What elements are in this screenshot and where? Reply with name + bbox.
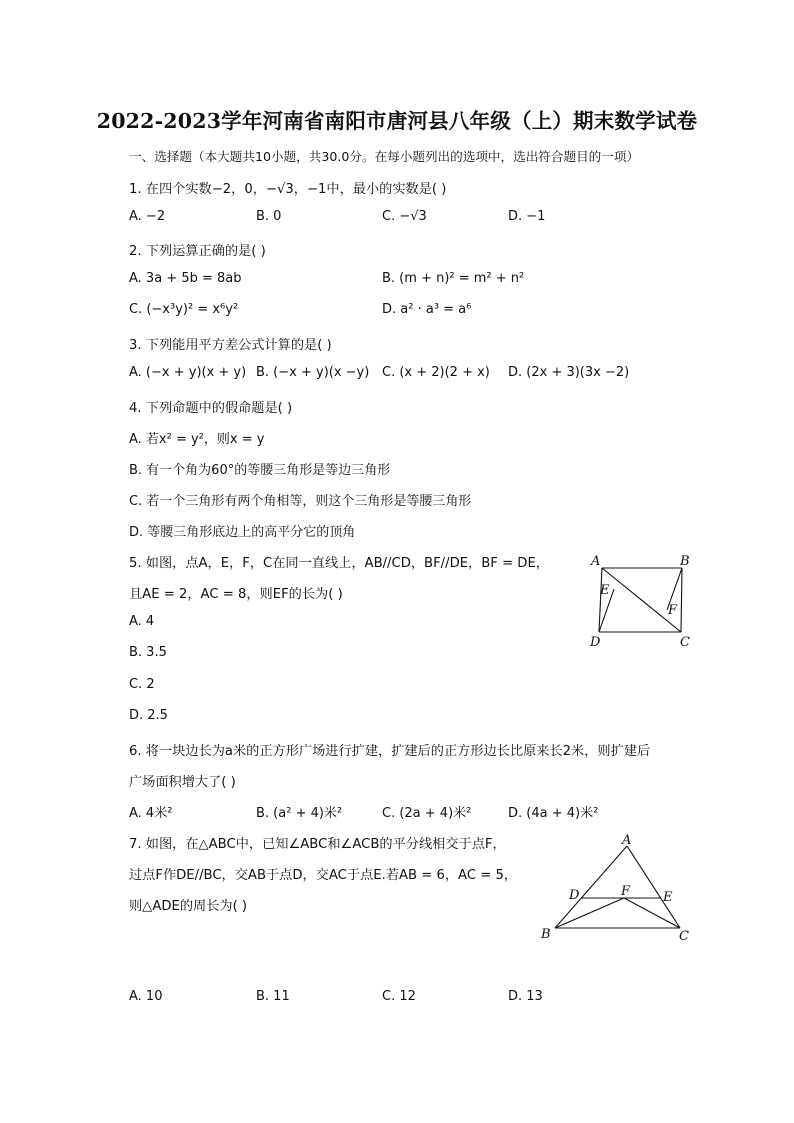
- q2-option-a: A. 3a + 5b = 8ab: [129, 271, 242, 286]
- q3-option-b: B. (−x + y)(x −y): [256, 365, 370, 380]
- q6-option-c: C. (2a + 4)米²: [382, 806, 472, 821]
- q5-figure: [584, 548, 704, 652]
- q1-stem: 1. 在四个实数−2，0，−√3，−1中，最小的实数是( ): [129, 182, 447, 197]
- q5-option-a: A. 4: [129, 614, 155, 629]
- q5-label-e: E: [600, 583, 610, 598]
- q6-stem-line1: 6. 将一块边长为a米的正方形广场进行扩建，扩建后的正方形边长比原来长2米，则扩建后: [129, 744, 651, 759]
- q3-stem: 3. 下列能用平方差公式计算的是( ): [129, 338, 332, 353]
- q3-option-a: A. (−x + y)(x + y): [129, 365, 247, 380]
- q2-stem: 2. 下列运算正确的是( ): [129, 244, 266, 259]
- q4-option-b: B. 有一个角为60°的等腰三角形是等边三角形: [129, 463, 391, 478]
- section-heading: 一、选择题（本大题共10小题，共30.0分。在每小题列出的选项中，选出符合题目的一项）: [129, 149, 640, 164]
- q6-option-b: B. (a² + 4)米²: [256, 806, 343, 821]
- q5-segment-ac: [602, 568, 681, 632]
- q7-segment-ac: [627, 846, 680, 928]
- q6-stem-line2: 广场面积增大了( ): [129, 775, 236, 790]
- q7-segment-ab: [555, 846, 627, 928]
- q7-label-e: E: [663, 890, 673, 905]
- q5-stem-line2: 且AE = 2，AC = 8，则EF的长为( ): [129, 587, 343, 602]
- q7-label-f: F: [621, 884, 631, 899]
- q1-option-b: B. 0: [256, 209, 282, 224]
- q7-option-a: A. 10: [129, 989, 163, 1004]
- q5-label-f: F: [668, 603, 678, 618]
- q7-stem-line2: 过点F作DE//BC，交AB于点D，交AC于点E.若AB = 6，AC = 5，: [129, 868, 518, 883]
- q7-label-d: D: [569, 888, 580, 903]
- q7-label-c: C: [679, 929, 689, 944]
- q2-option-c: C. (−x³y)² = x⁶y²: [129, 302, 239, 317]
- q6-option-a: A. 4米²: [129, 806, 173, 821]
- q1-option-c: C. −√3: [382, 209, 427, 224]
- q5-option-b: B. 3.5: [129, 645, 167, 660]
- q5-label-d: D: [590, 635, 601, 650]
- q4-stem: 4. 下列命题中的假命题是( ): [129, 401, 293, 416]
- exam-title: 2022-2023学年河南省南阳市唐河县八年级（上）期末数学试卷: [96, 109, 698, 133]
- q7-stem-line3: 则△ADE的周长为( ): [129, 899, 248, 914]
- q1-option-a: A. −2: [129, 209, 166, 224]
- q2-option-d: D. a² · a³ = a⁶: [382, 302, 472, 317]
- q5-label-c: C: [680, 635, 690, 650]
- q7-figure: [535, 830, 700, 945]
- q7-label-b: B: [541, 927, 551, 942]
- q7-segment-bf: [555, 898, 624, 928]
- q7-option-d: D. 13: [508, 989, 543, 1004]
- q4-option-c: C. 若一个三角形有两个角相等，则这个三角形是等腰三角形: [129, 494, 472, 509]
- q5-stem-line1: 5. 如图，点A，E，F，C在同一直线上，AB//CD，BF//DE，BF = DE，: [129, 556, 549, 571]
- q7-option-b: B. 11: [256, 989, 290, 1004]
- q7-label-a: A: [622, 833, 632, 848]
- q5-label-a: A: [591, 554, 601, 569]
- q5-option-c: C. 2: [129, 677, 155, 692]
- q5-segment-ad: [599, 568, 602, 632]
- q3-option-c: C. (x + 2)(2 + x): [382, 365, 490, 380]
- q5-label-b: B: [680, 554, 690, 569]
- q7-option-c: C. 12: [382, 989, 416, 1004]
- q5-segment-bc: [681, 568, 682, 632]
- q1-option-d: D. −1: [508, 209, 546, 224]
- q5-option-d: D. 2.5: [129, 708, 168, 723]
- q4-option-d: D. 等腰三角形底边上的高平分它的顶角: [129, 525, 356, 540]
- q3-option-d: D. (2x + 3)(3x −2): [508, 365, 630, 380]
- q6-option-d: D. (4a + 4)米²: [508, 806, 599, 821]
- q7-stem-line1: 7. 如图，在△ABC中，已知∠ABC和∠ACB的平分线相交于点F，: [129, 837, 506, 852]
- q4-option-a: A. 若x² = y²，则x = y: [129, 432, 265, 447]
- q2-option-b: B. (m + n)² = m² + n²: [382, 271, 525, 286]
